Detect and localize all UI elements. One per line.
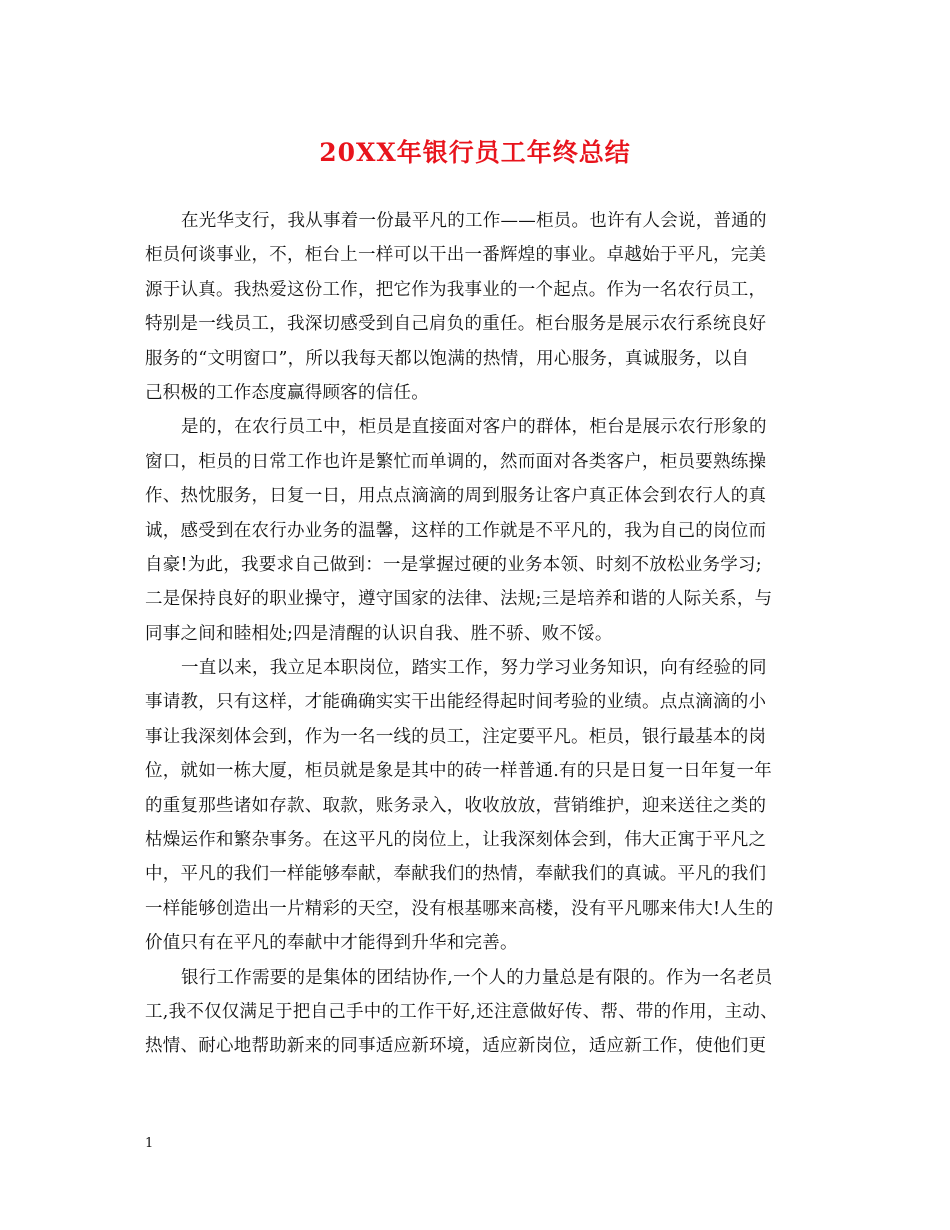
paragraph-line: 自豪!为此，我要求自己做到：一是掌握过硬的业务本领、时刻不放松业务学习;	[145, 554, 762, 575]
paragraph	[145, 204, 805, 410]
paragraph	[145, 410, 805, 651]
paragraph-line: 事请教，只有这样，才能确确实实干出能经得起时间考验的业绩。点点滴滴的小	[145, 692, 767, 713]
paragraph-line: 热情、耐心地帮助新来的同事适应新环境，适应新岗位，适应新工作，使他们更	[145, 1036, 767, 1057]
paragraph-line: 一样能够创造出一片精彩的天空，没有根基哪来高楼，没有平凡哪来伟大!人生的	[145, 898, 774, 919]
paragraph-line: 二是保持良好的职业操守，遵守国家的法律、法规;三是培养和谐的人际关系，与	[145, 589, 773, 610]
paragraph-line: 枯燥运作和繁杂事务。在这平凡的岗位上，让我深刻体会到，伟大正寓于平凡之	[145, 830, 767, 851]
document-body	[145, 204, 805, 1064]
paragraph	[145, 651, 805, 961]
paragraph-line: 己积极的工作态度赢得顾客的信任。	[145, 382, 429, 403]
paragraph-line: 源于认真。我热爱这份工作，把它作为我事业的一个起点。作为一名农行员工，	[145, 279, 767, 300]
paragraph-line: 是的，在农行员工中，柜员是直接面对客户的群体，柜台是展示农行形象的	[181, 417, 767, 438]
page-number: 1	[145, 1136, 154, 1151]
paragraph-line: 柜员何谈事业，不，柜台上一样可以干出一番辉煌的事业。卓越始于平凡，完美	[145, 245, 767, 266]
paragraph-line: 事让我深刻体会到，作为一名一线的员工，注定要平凡。柜员，银行最基本的岗	[145, 726, 767, 747]
paragraph-line: 作、热忱服务，日复一日，用点点滴滴的周到服务让客户真正体会到农行人的真	[145, 486, 767, 507]
paragraph-line: 价值只有在平凡的奉献中才能得到升华和完善。	[145, 933, 518, 954]
paragraph-line: 位，就如一栋大厦，柜员就是象是其中的砖一样普通.有的只是日复一日年复一年	[145, 761, 773, 782]
paragraph-line: 窗口，柜员的日常工作也许是繁忙而单调的，然而面对各类客户，柜员要熟练操	[145, 451, 767, 472]
paragraph-line: 工,我不仅仅满足于把自己手中的工作干好,还注意做好传、帮、带的作用，主动、	[145, 1001, 778, 1022]
paragraph-line: 中，平凡的我们一样能够奉献，奉献我们的热情，奉献我们的真诚。平凡的我们	[145, 864, 767, 885]
paragraph-line: 服务的“文明窗口”，所以我每天都以饱满的热情，用心服务，真诚服务，以自	[145, 348, 750, 369]
paragraph-line: 特别是一线员工，我深切感受到自己肩负的重任。柜台服务是展示农行系统良好	[145, 314, 767, 335]
paragraph-line: 诚，感受到在农行办业务的温馨，这样的工作就是不平凡的，我为自己的岗位而	[145, 520, 767, 541]
paragraph-line: 同事之间和睦相处;四是清醒的认识自我、胜不骄、败不馁。	[145, 623, 613, 644]
paragraph-line: 银行工作需要的是集体的团结协作,一个人的力量总是有限的。作为一名老员	[181, 967, 773, 988]
paragraph-line: 在光华支行，我从事着一份最平凡的工作——柜员。也许有人会说，普通的	[181, 211, 767, 231]
paragraph-line: 一直以来，我立足本职岗位，踏实工作，努力学习业务知识，向有经验的同	[181, 658, 767, 679]
paragraph	[145, 961, 805, 1064]
paragraph-line: 的重复那些诸如存款、取款，账务录入，收收放放，营销维护，迎来送往之类的	[145, 795, 767, 816]
document-title: 20XX年银行员工年终总结	[319, 138, 631, 167]
